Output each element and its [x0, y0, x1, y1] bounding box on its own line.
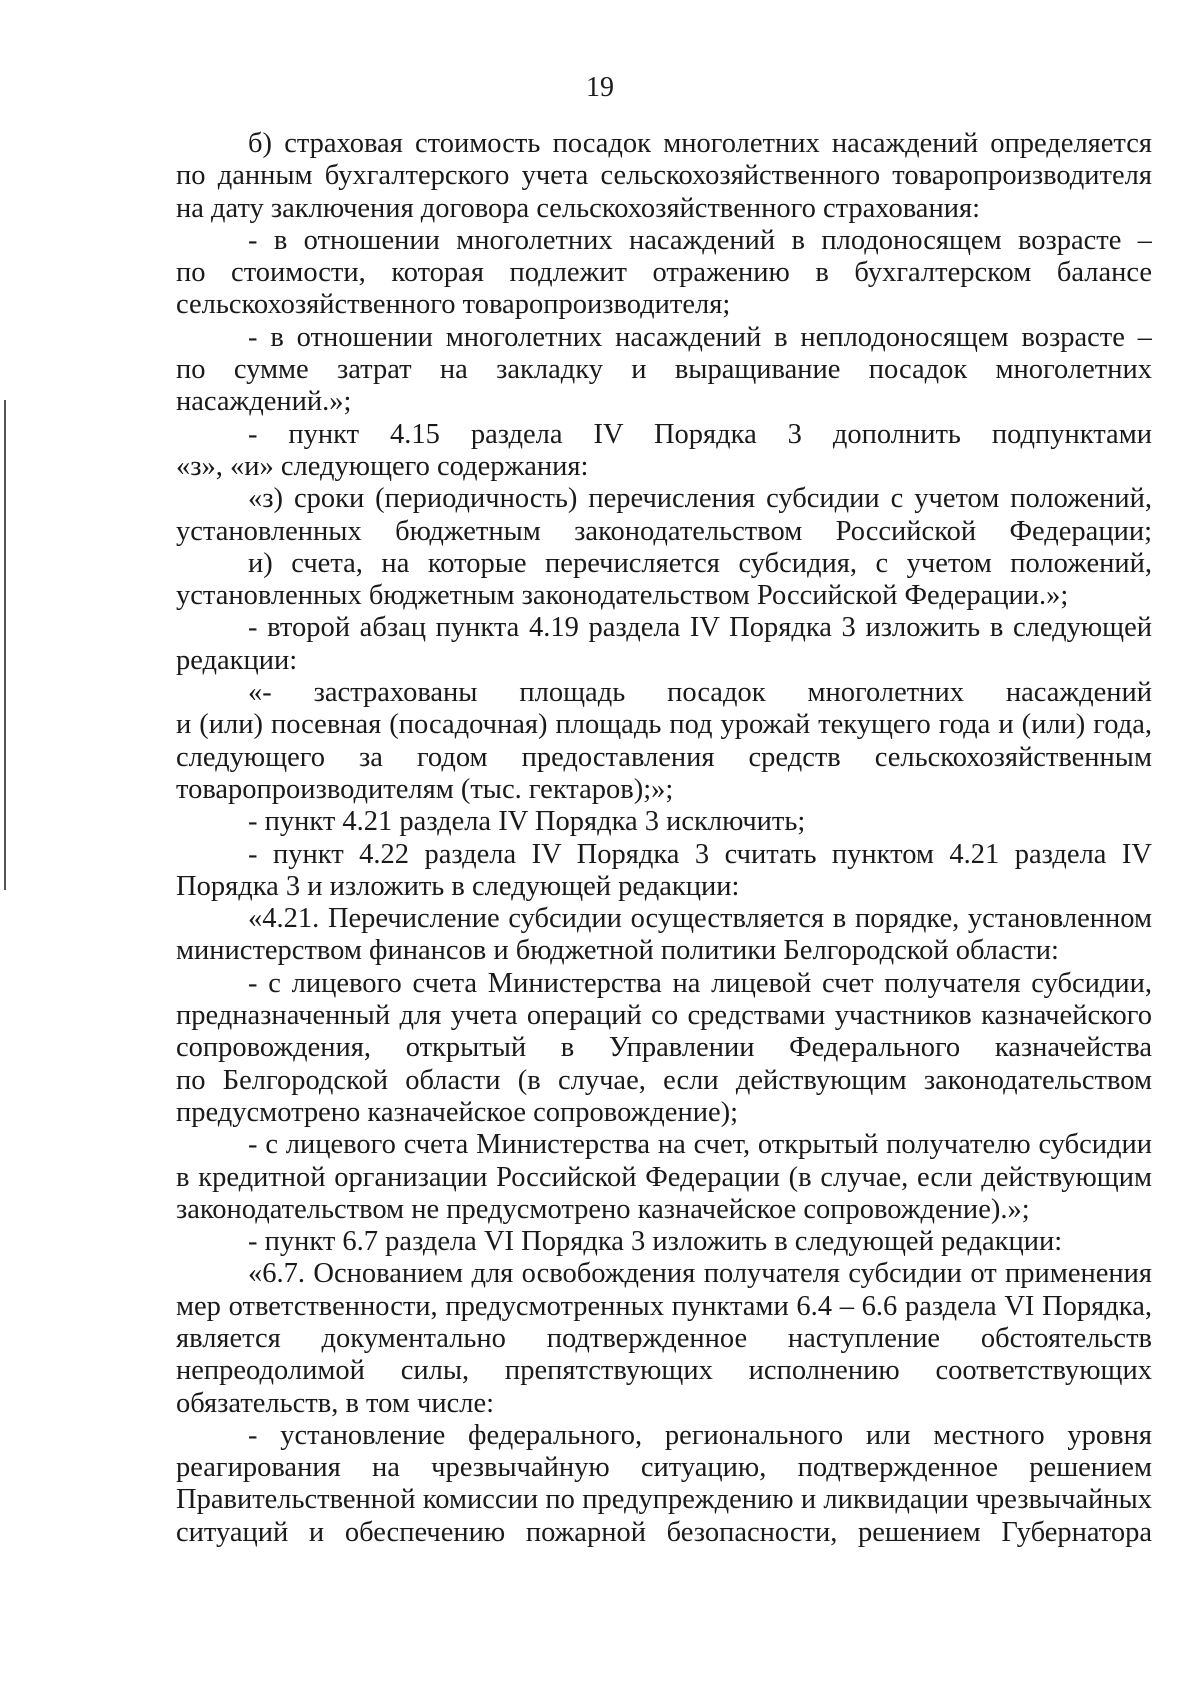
- text-line: - пункт 6.7 раздела VI Порядка 3 изложить в следующей редакции:: [248, 1226, 1063, 1258]
- text-line: «6.7. Основанием для освобождения получателя субсидии от применения: [248, 1258, 1152, 1290]
- text-line: министерством финансов и бюджетной политики Белгородской области:: [176, 935, 1059, 967]
- text-line: б) страховая стоимость посадок многолетних насаждений определяется: [248, 128, 1152, 159]
- text-line: сопровождения, открытый в Управлении Федерального казначейства: [176, 1032, 1152, 1064]
- text-line: является документально подтвержденное наступление обстоятельств: [176, 1322, 1152, 1354]
- text-line: законодательством не предусмотрено казначейское сопровождение).»;: [176, 1193, 1030, 1225]
- text-line: сельскохозяйственного товаропроизводителя;: [176, 289, 731, 321]
- text-line: «- застрахованы площадь посадок многолетних насаждений: [248, 677, 1152, 709]
- text-line: - пункт 4.15 раздела IV Порядка 3 дополнить подпунктами: [248, 418, 1152, 450]
- text-line: по Белгородской области (в случае, если действующим законодательством: [176, 1064, 1152, 1096]
- text-line: - в отношении многолетних насаждений в неплодоносящем возрасте –: [248, 321, 1152, 353]
- text-line: - в отношении многолетних насаждений в плодоносящем возрасте –: [248, 224, 1152, 256]
- scan-margin-mark: [4, 400, 6, 890]
- text-line: - с лицевого счета Министерства на счет, открытый получателю субсидии: [248, 1129, 1152, 1161]
- text-line: насаждений.»;: [176, 386, 352, 418]
- text-line: «з) сроки (периодичность) перечисления субсидии с учетом положений,: [248, 483, 1152, 515]
- text-line: предназначенный для учета операций со средствами участников казначейского: [176, 1000, 1152, 1032]
- page-number: 19: [586, 72, 614, 103]
- text-line: установленных бюджетным законодательством Российской Федерации.»;: [176, 580, 1069, 612]
- text-line: «з», «и» следующего содержания:: [176, 450, 589, 482]
- text-line: - пункт 4.22 раздела IV Порядка 3 считать пунктом 4.21 раздела IV: [248, 838, 1152, 870]
- text-line: товаропроизводителям (тыс. гектаров);»;: [176, 773, 674, 805]
- text-line: мер ответственности, предусмотренных пунктами 6.4 – 6.6 раздела VI Порядка,: [176, 1290, 1152, 1322]
- text-line: по данным бухгалтерского учета сельскохозяйственного товаропроизводителя: [176, 160, 1152, 192]
- text-line: по стоимости, которая подлежит отражению в бухгалтерском балансе: [176, 257, 1152, 289]
- text-line: и) счета, на которые перечисляется субсидия, с учетом положений,: [248, 547, 1152, 579]
- text-line: редакции:: [176, 644, 298, 676]
- text-line: - второй абзац пункта 4.19 раздела IV Порядка 3 изложить в следующей: [248, 612, 1152, 644]
- text-line: ситуаций и обеспечению пожарной безопасности, решением Губернатора: [176, 1516, 1152, 1548]
- text-line: обязательств, в том числе:: [176, 1387, 495, 1419]
- text-line: следующего за годом предоставления средств сельскохозяйственным: [176, 741, 1152, 773]
- text-line: «4.21. Перечисление субсидии осуществляется в порядке, установленном: [248, 903, 1152, 935]
- text-line: непреодолимой силы, препятствующих исполнению соответствующих: [176, 1355, 1152, 1387]
- text-line: на дату заключения договора сельскохозяйственного страхования:: [176, 192, 980, 224]
- text-line: в кредитной организации Российской Федерации (в случае, если действующим: [176, 1161, 1152, 1193]
- text-line: Порядка 3 и изложить в следующей редакции:: [176, 870, 740, 902]
- text-line: предусмотрено казначейское сопровождение);: [176, 1096, 739, 1128]
- text-line: - пункт 4.21 раздела IV Порядка 3 исключить;: [248, 806, 806, 838]
- text-line: и (или) посевная (посадочная) площадь под урожай текущего года и (или) года,: [176, 709, 1152, 741]
- text-line: реагирования на чрезвычайную ситуацию, подтвержденное решением: [176, 1452, 1152, 1484]
- document-body: [176, 128, 1152, 1549]
- text-line: - с лицевого счета Министерства на лицевой счет получателя субсидии,: [248, 967, 1152, 999]
- text-line: - установление федерального, регионального или местного уровня: [248, 1419, 1152, 1451]
- text-line: Правительственной комиссии по предупреждению и ликвидации чрезвычайных: [176, 1484, 1152, 1516]
- text-line: по сумме затрат на закладку и выращивание посадок многолетних: [176, 354, 1152, 386]
- text-line: установленных бюджетным законодательством Российской Федерации;: [176, 515, 1152, 547]
